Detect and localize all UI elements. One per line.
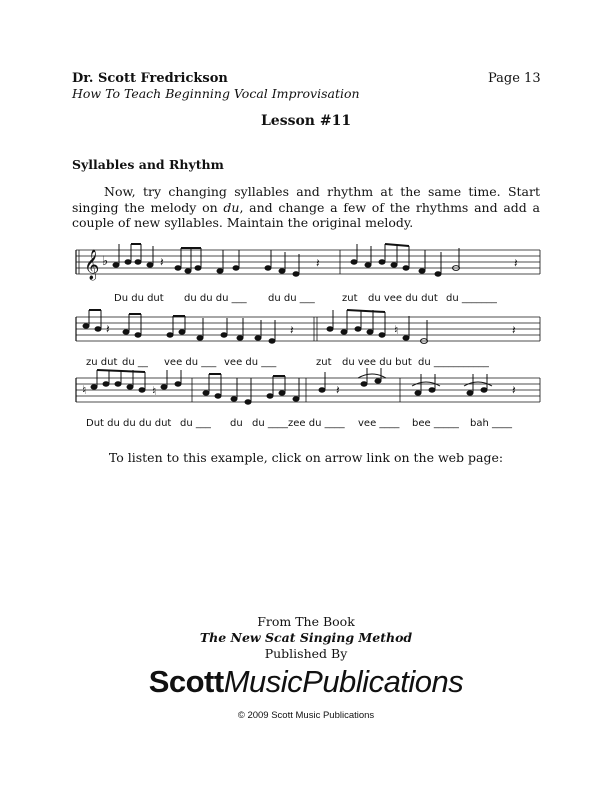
lyric: vee ____: [358, 418, 400, 429]
lyric: du ___: [180, 418, 211, 429]
intro-emphasis: du: [223, 199, 240, 215]
svg-text:𝄽: 𝄽: [316, 256, 320, 270]
lyric: bee _____: [412, 418, 459, 429]
intro-text-1: Now, try changing syllables and rhythm at the same time. Start singing the melody on: [72, 184, 540, 215]
lyric: zee du ____: [288, 418, 345, 429]
lyric: du: [230, 418, 243, 429]
section-heading: Syllables and Rhythm: [72, 157, 224, 172]
svg-text:𝄽: 𝄽: [336, 383, 340, 397]
book-subtitle: How To Teach Beginning Vocal Improvisation: [72, 86, 360, 101]
notes-line-3: [82, 368, 516, 404]
svg-text:𝄽: 𝄽: [512, 323, 516, 337]
lyric: du _______: [446, 293, 497, 304]
svg-text:♮: ♮: [152, 384, 157, 398]
lyric: du du ___: [268, 293, 315, 304]
lyric: zut: [342, 293, 358, 304]
staff-line-3: [76, 378, 540, 402]
author-name: Dr. Scott Fredrickson: [72, 71, 228, 86]
lyric: Dut du du du dut: [86, 418, 172, 429]
lesson-title: Lesson #11: [260, 113, 352, 129]
notes-line-2: [83, 310, 516, 343]
intro-paragraph: [72, 184, 540, 231]
staff-line-2: [76, 317, 540, 341]
music-notation: [72, 240, 542, 432]
logo-bold-part: Scott: [148, 664, 224, 699]
lyric: bah ____: [470, 418, 512, 429]
logo-italic-part: MusicPublications: [223, 664, 464, 699]
lyric: Du du dut: [114, 293, 164, 304]
lyric: du vee du dut: [368, 293, 438, 304]
lyrics-line-2: [86, 357, 490, 368]
svg-text:♮: ♮: [82, 383, 87, 397]
lyric: zut: [316, 357, 332, 368]
book-title: The New Scat Singing Method: [199, 630, 413, 645]
listen-instruction: To listen to this example, click on arrow link on the web page:: [108, 450, 504, 465]
publisher-logo: [0, 664, 612, 700]
lyric: vee du ___: [164, 357, 217, 368]
intro-text-2: , and change a few of the rhythms and add a couple of new syllables. Maintain the original melody.: [72, 199, 540, 230]
lyrics-line-1: [114, 293, 498, 304]
svg-text:𝄽: 𝄽: [160, 255, 164, 269]
lyric: du __: [122, 357, 148, 368]
page-number: Page 13: [488, 71, 541, 86]
lyric: du du du ___: [184, 293, 247, 304]
notes-line-1: [113, 244, 518, 276]
svg-text:𝄽: 𝄽: [512, 383, 516, 397]
staff-line-1: [76, 250, 540, 274]
flat-icon: ♭: [102, 254, 109, 269]
published-by: Published By: [264, 646, 348, 661]
lyrics-line-3: [86, 418, 513, 429]
lyric: vee du ___: [224, 357, 277, 368]
from-the-book: From The Book: [257, 614, 355, 629]
lyric: du ___________: [418, 357, 489, 368]
lyric: zu dut: [86, 357, 118, 368]
copyright-notice: © 2009 Scott Music Publications: [237, 710, 375, 721]
svg-text:♮: ♮: [394, 323, 399, 337]
lyric: du vee du but: [342, 357, 412, 368]
svg-text:𝄽: 𝄽: [290, 323, 294, 337]
treble-clef-icon: 𝄞: [84, 250, 100, 280]
svg-text:𝄽: 𝄽: [106, 322, 110, 336]
svg-text:𝄽: 𝄽: [514, 256, 518, 270]
lyric: du ____: [252, 418, 288, 429]
